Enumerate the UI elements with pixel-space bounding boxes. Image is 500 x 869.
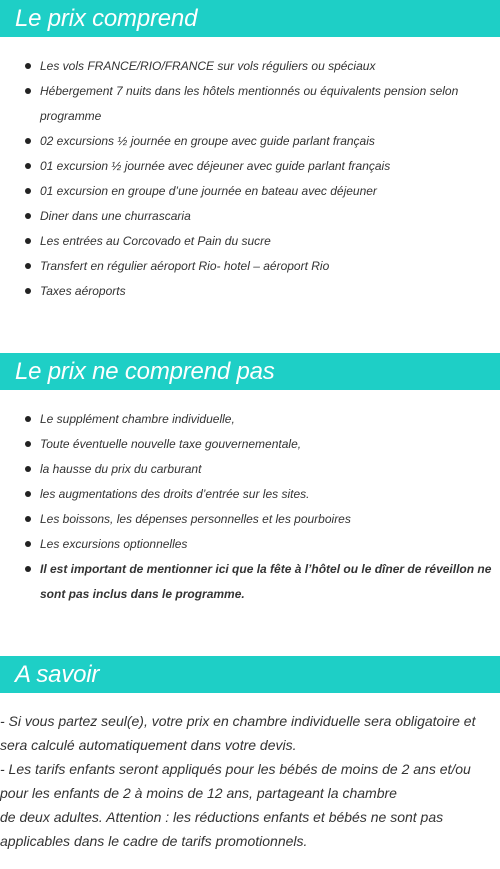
section-title-included: Le prix comprend: [15, 5, 198, 32]
section-title-not-included: Le prix ne comprend pas: [15, 358, 275, 385]
section-header-not-included: [0, 353, 500, 390]
list-item: Transfert en régulier aéroport Rio- hotel – aéroport Rio: [0, 254, 500, 279]
section-header-included: [0, 0, 500, 37]
list-item: Diner dans une churrascaria: [0, 204, 500, 229]
child-rates-notice-line-1: - Les tarifs enfants seront appliqués pour les bébés de moins de 2 ans et/ou pour les enfants de 2 à moins de 12 ans, partageant la chambre: [0, 761, 471, 801]
included-list: [0, 54, 500, 304]
not-included-list: [0, 407, 500, 607]
list-item: la hausse du prix du carburant: [0, 457, 500, 482]
to-know-text: [0, 709, 500, 853]
child-rates-notice-line-2: de deux adultes. Attention : les réductions enfants et bébés ne sont pas applicables dans le cadre de tarifs promotionnels.: [0, 809, 444, 849]
list-item: 01 excursion ½ journée avec déjeuner avec guide parlant français: [0, 154, 500, 179]
list-item: 01 excursion en groupe d’une journée en bateau avec déjeuner: [0, 179, 500, 204]
single-room-notice: - Si vous partez seul(e), votre prix en chambre individuelle sera obligatoire et sera calculé automatiquement dans votre devis.: [0, 713, 476, 753]
list-item: 02 excursions ½ journée en groupe avec guide parlant français: [0, 129, 500, 154]
list-item: Les excursions optionnelles: [0, 532, 500, 557]
list-item: Le supplément chambre individuelle,: [0, 407, 500, 432]
list-item: Les boissons, les dépenses personnelles et les pourboires: [0, 507, 500, 532]
important-note-item: Il est important de mentionner ici que la fête à l’hôtel ou le dîner de réveillon ne sont pas inclus dans le programme.: [0, 557, 500, 607]
list-item: les augmentations des droits d’entrée sur les sites.: [0, 482, 500, 507]
list-item: Toute éventuelle nouvelle taxe gouvernementale,: [0, 432, 500, 457]
list-item: Hébergement 7 nuits dans les hôtels mentionnés ou équivalents pension selon programme: [0, 79, 500, 129]
list-item: Les entrées au Corcovado et Pain du sucre: [0, 229, 500, 254]
section-header-to-know: [0, 656, 500, 693]
section-title-to-know: A savoir: [15, 661, 100, 688]
list-item: Taxes aéroports: [0, 279, 500, 304]
list-item: Les vols FRANCE/RIO/FRANCE sur vols réguliers ou spéciaux: [0, 54, 500, 79]
